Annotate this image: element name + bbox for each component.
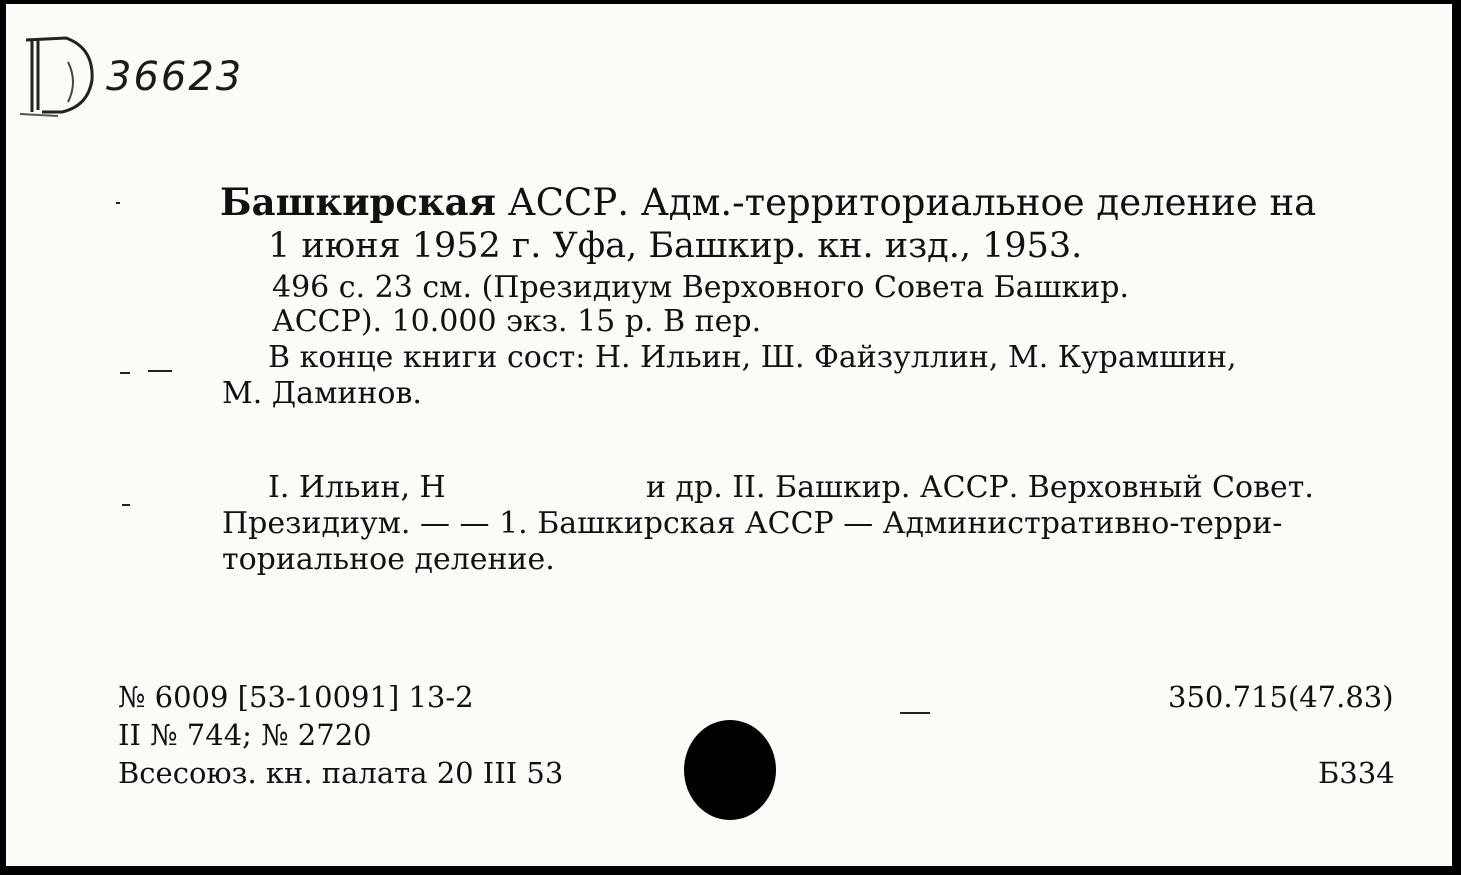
- entry-title: [220, 180, 1316, 224]
- margin-mark: [148, 370, 172, 372]
- margin-mark: [900, 712, 930, 714]
- chamber-imprint: Всесоюз. кн. палата 20 III 53: [118, 756, 564, 790]
- tracing-added-entry: и др. II. Башкир. АССР. Верховный Совет.: [646, 470, 1314, 505]
- compilers-note: В конце книги сост: Н. Ильин, Ш. Файзуллин, М. Курамшин,: [268, 340, 1237, 375]
- margin-mark: [122, 504, 130, 506]
- title-heading: Башкирская: [220, 180, 496, 224]
- classification-number: 350.715(47.83): [1168, 680, 1394, 714]
- author-mark: Б334: [1318, 756, 1395, 790]
- accession-number: 36623: [106, 54, 244, 100]
- card-numbers: II № 744; № 2720: [118, 718, 372, 752]
- physical-description: 496 с. 23 см. (Президиум Верховного Совета Башкир.: [272, 270, 1129, 305]
- tracing-author: I. Ильин, Н: [268, 470, 446, 505]
- imprint-line: 1 июня 1952 г. Уфа, Башкир. кн. изд., 1953.: [268, 226, 1083, 266]
- compilers-note-continued: М. Даминов.: [222, 376, 422, 411]
- margin-mark: [120, 372, 130, 374]
- margin-mark: [116, 202, 120, 204]
- tracing-subject-continued: ториальное деление.: [222, 542, 555, 577]
- order-number: № 6009 [53-10091] 13-2: [118, 680, 474, 714]
- series-and-price: АССР). 10.000 экз. 15 р. В пер.: [272, 304, 762, 339]
- library-stamp-icon: [18, 32, 100, 118]
- punch-hole: [684, 720, 776, 820]
- title-rest: АССР. Адм.-территориальное деление на: [507, 181, 1317, 224]
- tracing-subject: Президиум. — — 1. Башкирская АССР — Административно-терри-: [222, 506, 1283, 541]
- catalog-card: [6, 4, 1452, 866]
